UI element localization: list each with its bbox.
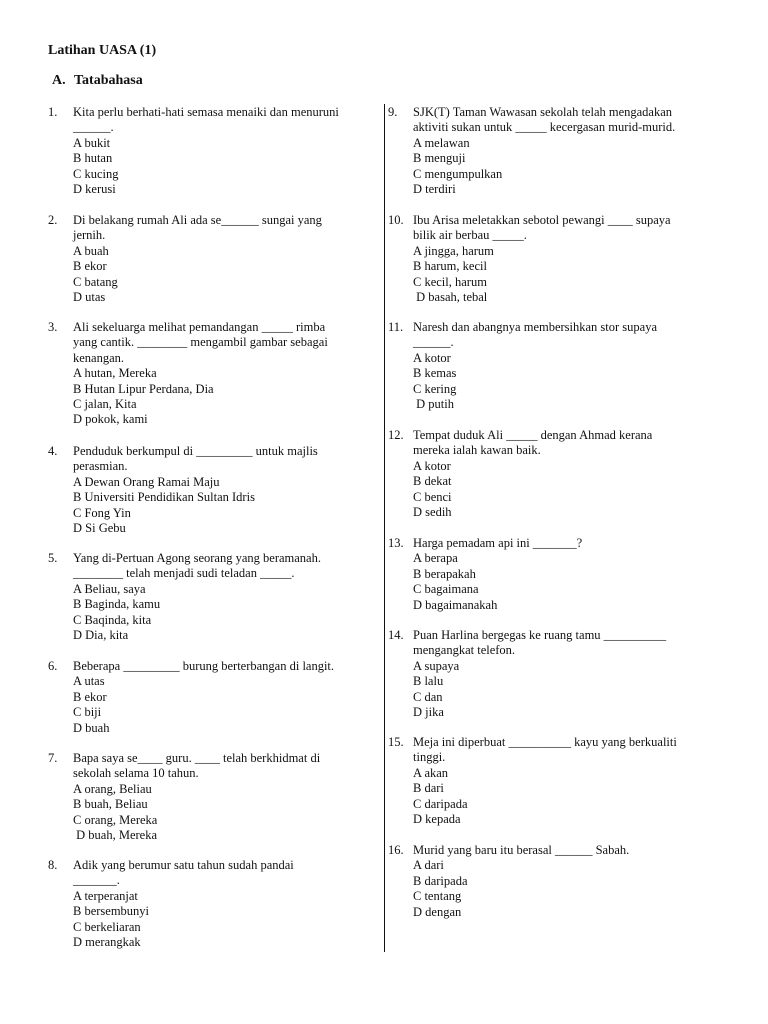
- question-line: ________ telah menjadi sudi teladan _____.: [73, 566, 295, 581]
- answer-option: C daripada: [413, 796, 468, 811]
- answer-option: C orang, Mereka: [73, 812, 158, 827]
- answer-option: D basah, tebal: [413, 290, 488, 305]
- answer-options: [73, 366, 214, 428]
- question-line: Yang di-Pertuan Agong seorang yang beramanah.: [73, 551, 321, 565]
- answer-option: D Dia, kita: [73, 628, 129, 643]
- answer-option: C mengumpulkan: [413, 166, 503, 181]
- question-line: SJK(T) Taman Wawasan sekolah telah mengadakan: [413, 105, 673, 119]
- answer-options: [413, 351, 456, 413]
- worksheet-title: Latihan UASA (1): [48, 43, 157, 58]
- question-number: 4.: [48, 444, 58, 458]
- answer-option: A Beliau, saya: [73, 581, 146, 596]
- question-line: Beberapa _________ burung berterbangan di langit.: [73, 659, 335, 673]
- answer-options: [73, 674, 109, 736]
- question-line: Adik yang berumur satu tahun sudah pandai: [73, 858, 294, 872]
- question-line: Murid yang baru itu berasal ______ Sabah.: [413, 843, 630, 857]
- question-number: 13.: [388, 536, 404, 550]
- question-number: 3.: [48, 320, 58, 334]
- question-line: Tempat duduk Ali _____ dengan Ahmad kerana: [413, 428, 653, 442]
- answer-option: A akan: [413, 765, 449, 780]
- question-line: bilik air berbau _____.: [413, 228, 527, 243]
- answer-option: A supaya: [413, 658, 460, 673]
- answer-option: B harum, kecil: [413, 259, 487, 274]
- answer-option: C tentang: [413, 889, 462, 904]
- question-text: [413, 213, 671, 244]
- answer-option: B dari: [413, 781, 444, 796]
- question-number: 7.: [48, 751, 58, 765]
- question-text: [413, 428, 652, 459]
- question-number: 6.: [48, 659, 58, 673]
- answer-option: D pokok, kami: [73, 412, 148, 427]
- answer-option: B bersembunyi: [73, 904, 150, 919]
- question-line: Harga pemadam api ini _______?: [413, 536, 583, 550]
- question-line: Meja ini diperbuat __________ kayu yang berkualiti: [413, 735, 677, 749]
- question-line: Ali sekeluarga melihat pemandangan _____ rimba: [73, 320, 326, 334]
- answer-option: A kotor: [413, 458, 451, 473]
- answer-options: [413, 551, 497, 613]
- question-text: [73, 659, 334, 674]
- answer-option: C batang: [73, 274, 118, 289]
- answer-option: D putih: [413, 397, 454, 412]
- question-line: Ibu Arisa meletakkan sebotol pewangi ____ supaya: [413, 213, 671, 227]
- answer-option: C Fong Yin: [73, 505, 131, 520]
- answer-options: [73, 582, 160, 644]
- answer-option: D buah, Mereka: [73, 828, 157, 843]
- question-line: Naresh dan abangnya membersihkan stor supaya: [413, 320, 658, 334]
- answer-option: A orang, Beliau: [73, 781, 152, 796]
- answer-option: B lalu: [413, 674, 444, 689]
- answer-option: A kotor: [413, 350, 451, 365]
- answer-options: [413, 459, 452, 521]
- answer-option: B daripada: [413, 873, 468, 888]
- question-line: ______.: [73, 120, 114, 135]
- question-number: 1.: [48, 105, 58, 119]
- question-text: [413, 628, 666, 659]
- question-number: 16.: [388, 843, 404, 857]
- question-line: Penduduk berkumpul di _________ untuk majlis: [73, 444, 318, 458]
- answer-options: [73, 889, 149, 951]
- answer-option: B dekat: [413, 474, 452, 489]
- answer-option: D kerusi: [73, 182, 116, 197]
- answer-options: [73, 782, 157, 844]
- question-number: 15.: [388, 735, 404, 749]
- question-line: mengangkat telefon.: [413, 643, 516, 658]
- question-line: mereka ialah kawan baik.: [413, 443, 541, 458]
- question-text: [73, 858, 294, 889]
- answer-options: [413, 858, 468, 920]
- answer-option: B menguji: [413, 151, 466, 166]
- answer-option: A bukit: [73, 135, 111, 150]
- question-line: Puan Harlina bergegas ke ruang tamu __________: [413, 628, 667, 642]
- answer-option: B ekor: [73, 259, 107, 274]
- answer-option: D Si Gebu: [73, 521, 126, 536]
- answer-option: C kering: [413, 381, 457, 396]
- answer-options: [413, 244, 494, 306]
- question-text: [413, 320, 657, 351]
- answer-option: A berapa: [413, 551, 458, 566]
- answer-option: D kepada: [413, 812, 461, 827]
- section-letter: A.: [52, 73, 66, 88]
- answer-option: A dari: [413, 858, 444, 873]
- answer-option: A melawan: [413, 135, 470, 150]
- answer-options: [413, 136, 502, 198]
- question-text: [413, 536, 582, 551]
- answer-option: B berapakah: [413, 566, 476, 581]
- question-number: 11.: [388, 320, 404, 334]
- question-number: 10.: [388, 213, 404, 227]
- question-line: kenangan.: [73, 350, 125, 365]
- answer-option: B hutan: [73, 151, 113, 166]
- answer-option: C bagaimana: [413, 582, 479, 597]
- answer-option: C Baqinda, kita: [73, 612, 152, 627]
- answer-option: A Dewan Orang Ramai Maju: [73, 474, 220, 489]
- question-number: 14.: [388, 628, 404, 642]
- question-text: [73, 751, 320, 782]
- answer-option: D merangkak: [73, 935, 141, 950]
- answer-option: D buah: [73, 720, 110, 735]
- question-text: [413, 735, 677, 766]
- question-number: 9.: [388, 105, 398, 119]
- answer-option: A hutan, Mereka: [73, 366, 157, 381]
- answer-options: [413, 659, 459, 721]
- answer-options: [73, 136, 118, 198]
- answer-option: B ekor: [73, 689, 107, 704]
- answer-option: B kemas: [413, 366, 457, 381]
- answer-option: C biji: [73, 705, 102, 720]
- question-text: [73, 444, 318, 475]
- question-text: [73, 320, 328, 366]
- question-text: [73, 551, 321, 582]
- question-line: Di belakang rumah Ali ada se______ sungai yang: [73, 213, 322, 227]
- answer-options: [73, 244, 118, 306]
- answer-options: [73, 475, 255, 537]
- answer-option: C jalan, Kita: [73, 397, 137, 411]
- answer-option: B Baginda, kamu: [73, 597, 161, 612]
- answer-option: C kucing: [73, 166, 119, 181]
- section-name: Tatabahasa: [74, 73, 143, 88]
- question-number: 8.: [48, 858, 58, 872]
- column-divider: [384, 104, 385, 952]
- answer-option: D utas: [73, 290, 106, 305]
- answer-options: [413, 766, 468, 828]
- question-text: [73, 213, 322, 244]
- question-line: aktiviti sukan untuk _____ kecergasan murid-murid.: [413, 120, 676, 135]
- answer-option: D dengan: [413, 904, 462, 919]
- question-line: jernih.: [73, 228, 106, 243]
- answer-option: D bagaimanakah: [413, 597, 498, 612]
- section-heading: [52, 73, 143, 88]
- answer-option: C berkeliaran: [73, 919, 141, 934]
- question-text: [413, 105, 675, 136]
- answer-option: A terperanjat: [73, 888, 138, 903]
- answer-option: D jika: [413, 705, 444, 720]
- question-line: Bapa saya se____ guru. ____ telah berkhidmat di: [73, 751, 321, 765]
- question-number: 5.: [48, 551, 58, 565]
- question-line: tinggi.: [413, 750, 446, 765]
- question-line: ______.: [413, 335, 454, 350]
- question-number: 2.: [48, 213, 58, 227]
- question-line: perasmian.: [73, 459, 128, 474]
- answer-option: A buah: [73, 243, 109, 258]
- answer-option: A utas: [73, 674, 105, 689]
- question-text: [73, 105, 339, 136]
- answer-option: C kecil, harum: [413, 274, 487, 289]
- question-line: Kita perlu berhati-hati semasa menaiki dan menuruni: [73, 105, 339, 119]
- answer-option: C benci: [413, 489, 452, 504]
- answer-option: B buah, Beliau: [73, 797, 148, 812]
- answer-option: B Universiti Pendidikan Sultan Idris: [73, 490, 255, 505]
- question-line: yang cantik. ________ mengambil gambar sebagai: [73, 335, 328, 350]
- answer-option: A jingga, harum: [413, 243, 494, 258]
- question-number: 12.: [388, 428, 404, 442]
- question-line: _______.: [73, 873, 120, 888]
- answer-option: B Hutan Lipur Perdana, Dia: [73, 381, 214, 396]
- question-line: sekolah selama 10 tahun.: [73, 766, 199, 781]
- answer-option: D sedih: [413, 505, 452, 520]
- answer-option: C dan: [413, 689, 443, 704]
- answer-option: D terdiri: [413, 182, 456, 197]
- question-text: [413, 843, 629, 858]
